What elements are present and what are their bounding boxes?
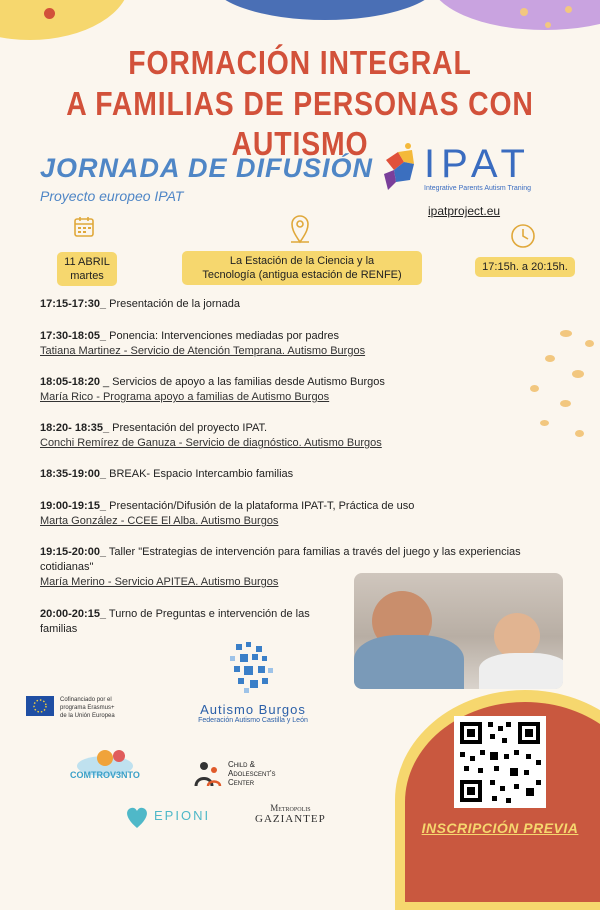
comtrovento-logo-text: COMTROV3NTO [70, 770, 140, 780]
time-badge: 17:15h. a 20:15h. [475, 257, 575, 277]
metropolis-line-2: GAZIANTEP [255, 813, 326, 825]
clock-icon [510, 223, 536, 249]
schedule-text: Presentación del proyecto IPAT. [109, 422, 268, 434]
schedule-text: Presentación de la jornada [106, 298, 240, 310]
inscripcion-label[interactable]: INSCRIPCIÓN PREVIA [421, 820, 579, 836]
metropolis-logo [255, 803, 326, 825]
schedule-text: _ Servicios de apoyo a las familias desde Autismo Burgos [99, 376, 385, 388]
ipat-logo [380, 140, 540, 200]
ipat-url-link[interactable]: ipatproject.eu [428, 204, 501, 218]
schedule-time: 18:05-18:20 [40, 376, 100, 388]
schedule-time: 18:20- 18:35_ [40, 422, 110, 434]
schedule-time: 19:15-20:00_ [40, 546, 107, 558]
schedule-speaker: María Merino - Servicio APITEA. Autismo Burgos [40, 576, 279, 588]
decor-dot [575, 430, 584, 437]
ipat-puzzle-icon [380, 140, 422, 196]
schedule-text: Taller "Estrategias de intervención para familias a través del juego y las experiencias cotidianas" [40, 546, 521, 573]
decor-dot [572, 370, 584, 378]
epioni-logo-text: EPIONI [154, 808, 211, 823]
eu-line-1: Cofinanciado por el [60, 697, 112, 703]
metropolis-line-1: Metropolis [270, 803, 311, 813]
qr-code-icon [454, 716, 546, 808]
schedule-time: 17:30-18:05_ [40, 330, 107, 342]
decor-dots [520, 8, 528, 16]
decor-dot [565, 6, 572, 13]
date-weekday: martes [70, 270, 104, 282]
schedule-item [40, 499, 560, 529]
child-center-line-3: Center [228, 778, 255, 787]
schedule-text: Presentación/Difusión de la plataforma IPAT-T, Práctica de uso [106, 500, 415, 512]
eu-stars-icon [26, 696, 54, 716]
date-badge [57, 252, 117, 286]
schedule-text: Turno de Preguntas e intervención de las familias [40, 608, 310, 635]
family-photo [354, 573, 563, 689]
schedule-item [40, 329, 560, 359]
child-center-line-1: Child & [228, 760, 256, 769]
decor-blob-top-right [430, 0, 600, 30]
child-center-icon [192, 758, 224, 790]
title-line-2: A FAMILIAS DE PERSONAS CON AUTISMO [66, 85, 534, 162]
eu-funding-text [60, 696, 115, 720]
schedule-time: 18:35-19:00_ [40, 468, 107, 480]
decor-dot [545, 22, 551, 28]
place-line-2: Tecnología (antigua estación de RENFE) [202, 269, 402, 281]
schedule-item [40, 375, 560, 405]
schedule-item [40, 421, 560, 451]
decor-dot [585, 340, 594, 347]
ipat-tagline: Integrative Parents Autism Traning [424, 185, 531, 192]
schedule-item [40, 467, 560, 482]
schedule-speaker: Conchi Remírez de Ganuza - Servicio de diagnóstico. Autismo Burgos [40, 437, 382, 449]
autismo-burgos-name: Autismo Burgos [200, 702, 306, 717]
schedule-text: Ponencia: Intervenciones mediadas por padres [106, 330, 340, 342]
decor-dot [560, 330, 572, 337]
schedule-time: 20:00-20:15_ [40, 608, 107, 620]
child-center-line-2: Adolescent's [228, 769, 276, 778]
photo-figure-adult-body [354, 635, 464, 689]
qr-code[interactable] [454, 716, 546, 808]
decor-dot [560, 400, 571, 407]
schedule-item [40, 297, 560, 312]
epioni-heart-icon [123, 804, 151, 830]
ipat-wordmark: IPAT [424, 142, 531, 186]
eu-flag-icon [26, 696, 54, 716]
decor-blob-top-left [0, 0, 130, 40]
decor-blob-top-center [210, 0, 440, 20]
schedule-speaker: Tatiana Martinez - Servicio de Atención Temprana. Autismo Burgos [40, 345, 366, 357]
location-pin-icon [289, 214, 311, 244]
date-day: 11 ABRIL [64, 256, 110, 268]
jornada-heading: JORNADA DE DIFUSIÓN [40, 153, 374, 183]
eu-line-2: programa Erasmus+ [60, 705, 115, 711]
title-line-1: FORMACIÓN INTEGRAL [128, 44, 472, 81]
decor-dot-red [44, 8, 55, 19]
schedule-item [40, 607, 330, 637]
place-badge [182, 251, 422, 285]
schedule-time: 17:15-17:30_ [40, 298, 107, 310]
schedule-text: BREAK- Espacio Intercambio familias [106, 468, 294, 480]
calendar-icon [73, 215, 95, 239]
proyecto-subtitle: Proyecto europeo IPAT [40, 188, 184, 204]
schedule-speaker: María Rico - Programa apoyo a familias de Autismo Burgos [40, 391, 330, 403]
photo-figure-child-body [479, 653, 563, 689]
autismo-burgos-sub: Federación Autismo Castilla y León [198, 717, 308, 724]
schedule-speaker: Marta González - CCEE El Alba. Autismo Burgos [40, 515, 279, 527]
child-center-text [228, 760, 276, 787]
place-line-1: La Estación de la Ciencia y la [229, 255, 375, 267]
schedule-time: 19:00-19:15_ [40, 500, 107, 512]
eu-line-3: de la Unión Europea [60, 713, 115, 719]
autismo-burgos-puzzle-icon [228, 640, 278, 696]
